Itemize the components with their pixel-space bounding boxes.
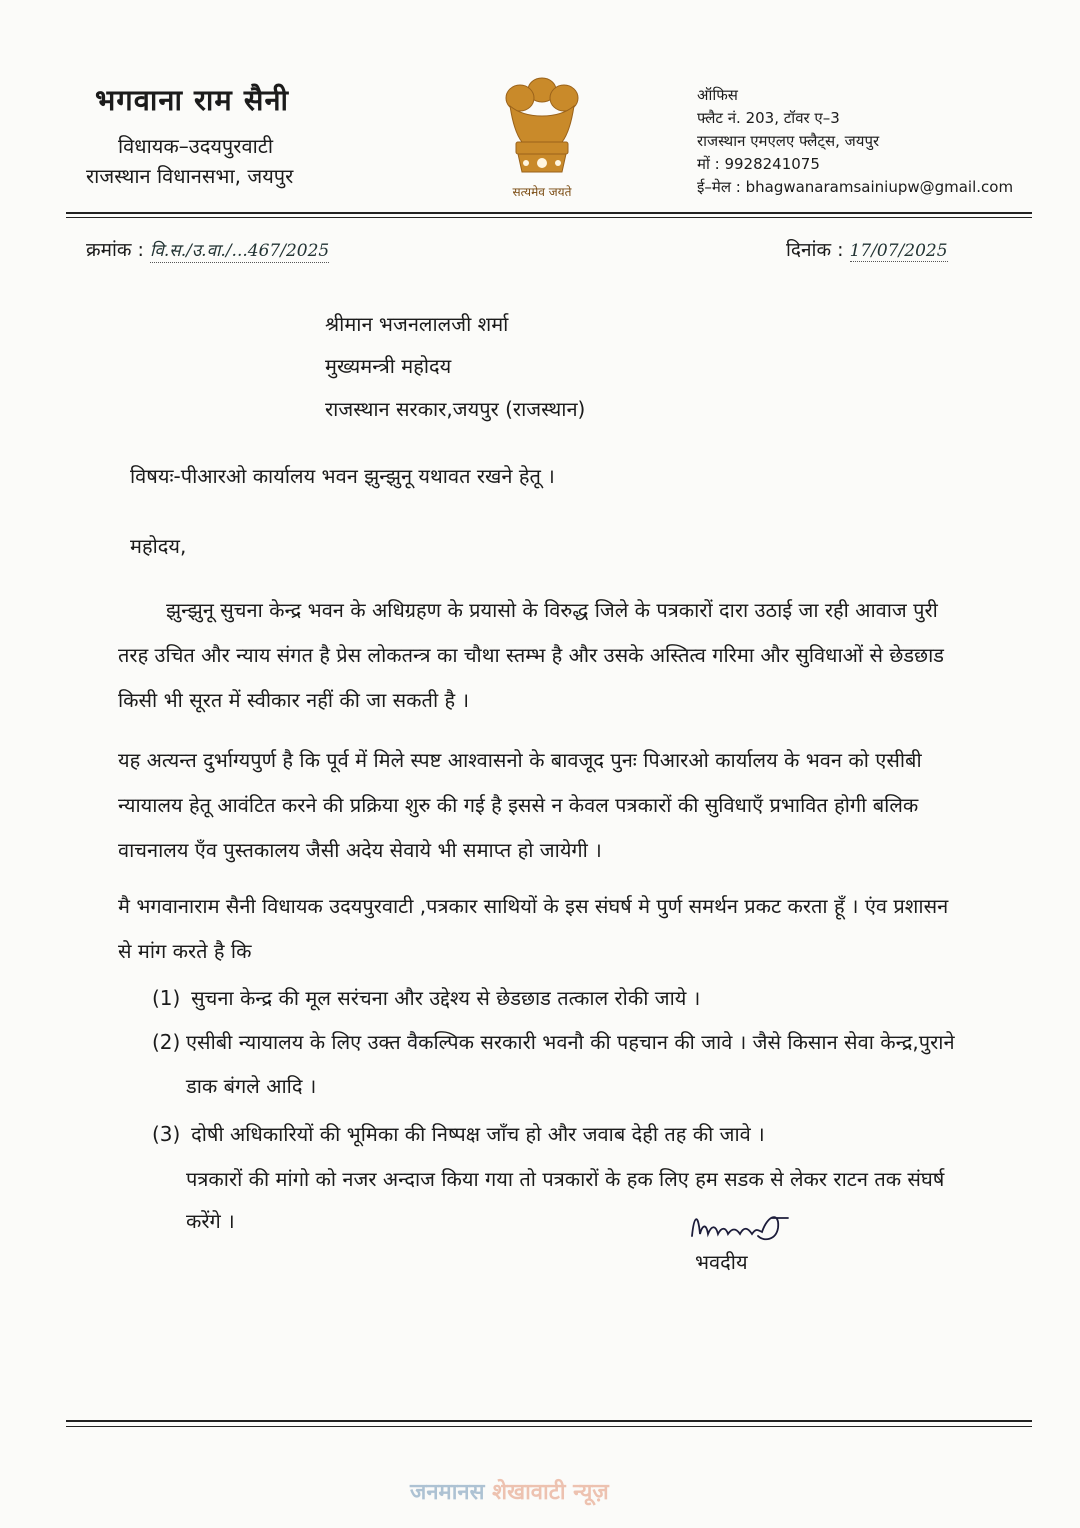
demand-number: (1) xyxy=(152,986,181,1010)
sender-name: भगवाना राम सैनी xyxy=(95,83,290,117)
date-value: 17/07/2025 xyxy=(849,241,948,261)
watermark-part-1: जनमानस xyxy=(410,1480,485,1505)
watermark-logo xyxy=(410,1476,609,1506)
paragraph-2: यह अत्यन्त दुर्भाग्यपुर्ण है कि पूर्व में मिले स्पष्ट आश्वासनो के बावजूद पुनः पिआरओ कार्यालय के भवन को एसीबी न्यायालय हेतू आवंटित करने की प्रक्रिया शुरु की गई है इससे न केवल पत्रकारों की सुविधाएँ प्रभावित होगी बलिक वाचनालय एँव पुस्तकालय जैसी अदेय सेवाये भी समाप्त हो जायेगी । xyxy=(118,748,922,862)
demand-text: दोषी अधिकारियों की भूमिका की निष्पक्ष जाँच हो और जवाब देही तह की जावे । xyxy=(191,1122,765,1146)
office-title: ऑफिस xyxy=(697,86,738,104)
demand-number: (2) xyxy=(152,1030,181,1054)
footer-rule-bottom xyxy=(66,1426,1032,1427)
office-address-2: राजस्थान एमएलए फ्लैट्स, जयपुर xyxy=(697,132,880,150)
header-rule-top xyxy=(66,212,1032,214)
recipient-office: राजस्थान सरकार,जयपुर (राजस्थान) xyxy=(325,397,586,421)
demand-item-2 xyxy=(152,1020,962,1108)
subject-line: विषयः-पीआरओ कार्यालय भवन झुन्झुनू यथावत रखने हेतू । xyxy=(130,464,555,488)
office-mobile: मों : 9928241075 xyxy=(697,155,820,173)
header-rule-bottom xyxy=(66,217,1032,218)
sender-assembly: राजस्थान विधानसभा, जयपुर xyxy=(86,164,294,188)
emblem-motto: सत्यमेव जयते xyxy=(512,185,572,199)
sender-designation: विधायक–उदयपुरवाटी xyxy=(118,134,274,158)
signature-mark xyxy=(688,1206,800,1246)
sign-off: भवदीय xyxy=(695,1250,748,1274)
demand-text: सुचना केन्द्र की मूल सरंचना और उद्देश्य से छेडछाड तत्काल रोकी जाये । xyxy=(191,986,701,1010)
watermark-part-2: शेखावाटी न्यूज़ xyxy=(492,1480,609,1505)
reference-label: क्रमांक : xyxy=(86,239,144,261)
recipient-title: मुख्यमन्त्री महोदय xyxy=(325,354,452,378)
reference-value: वि.स./उ.वा./...467/2025 xyxy=(149,241,330,261)
demand-item-1 xyxy=(152,976,700,1020)
office-address-1: फ्लैट नं. 203, टॉवर ए–3 xyxy=(697,109,840,127)
demand-text: एसीबी न्यायालय के लिए उक्त वैकल्पिक सरकारी भवनौ की पहचान की जावे । जैसे किसान सेवा केन्द्र,पुराने डाक बंगले आदि । xyxy=(186,1030,955,1098)
recipient-name: श्रीमान भजनलालजी शर्मा xyxy=(325,312,509,336)
demand-number: (3) xyxy=(152,1122,181,1146)
paragraph-1: झुन्झुनू सुचना केन्द्र भवन के अधिग्रहण के प्रयासो के विरुद्ध जिले के पत्रकारों दारा उठाई जा रही आवाज पुरी तरह उचित और न्याय संगत है प्रेस लोकतन्त्र का चौथा स्तम्भ है और उसके अस्तित्व गरिमा और सुविधाओं से छेडछाड किसी भी सूरत में स्वीकार नहीं की जा सकती है । xyxy=(118,598,944,712)
national-emblem-icon xyxy=(492,72,592,202)
reference-number xyxy=(86,236,329,262)
date-label: दिनांक : xyxy=(786,239,844,261)
salutation: महोदय, xyxy=(130,534,187,558)
closing-note: पत्रकारों की मांगो को नजर अन्दाज किया गया तो पत्रकारों के हक लिए हम सडक से लेकर राटन तक संघर्ष करेंगे । xyxy=(186,1167,945,1233)
office-email: ई–मेल : bhagwanaramsainiupw@gmail.com xyxy=(697,178,1014,196)
paragraph-3: मै भगवानाराम सैनी विधायक उदयपुरवाटी ,पत्रकार साथियों के इस संघर्ष मे पुर्ण समर्थन प्रकट करता हूँ । एंव प्रशासन से मांग करते है कि xyxy=(118,894,949,963)
office-block xyxy=(697,84,1013,199)
letter-date xyxy=(786,236,948,262)
demand-item-3 xyxy=(152,1112,765,1156)
footer-rule-top xyxy=(66,1420,1032,1422)
